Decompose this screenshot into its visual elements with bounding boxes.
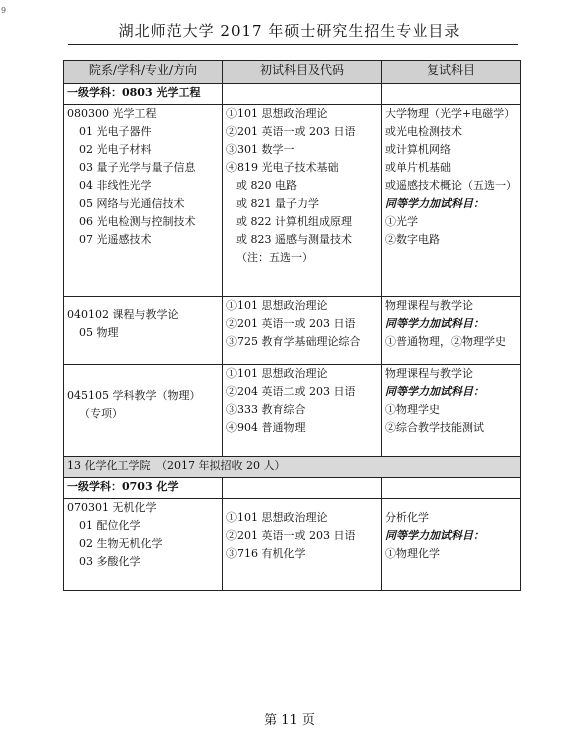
program-catalog-table bbox=[63, 60, 521, 591]
program-note: （专项） bbox=[79, 407, 123, 420]
discipline-label: 一级学科：0703 化学 bbox=[64, 478, 223, 499]
extra-exam-subject: ②综合教学技能测试 bbox=[385, 421, 484, 434]
retest-subject: 或遥感技术概论（五选一） bbox=[385, 179, 517, 192]
retest-subject: 或光电检测技术 bbox=[385, 125, 462, 138]
extra-exam-subject: ①普通物理，②物理学史 bbox=[385, 335, 506, 348]
discipline-row bbox=[64, 478, 521, 499]
direction-item: 07 光遥感技术 bbox=[79, 233, 152, 246]
extra-exam-heading: 同等学力加试科目： bbox=[385, 317, 484, 330]
exam-subject: 或 821 量子力学 bbox=[236, 197, 319, 210]
exam-subjects-cell bbox=[223, 105, 382, 297]
program-code: 040102 课程与教学论 bbox=[67, 308, 179, 321]
page-number: 第 11 页 bbox=[264, 713, 315, 728]
program-cell bbox=[64, 499, 223, 591]
direction-item: 05 物理 bbox=[79, 326, 119, 339]
header-exam-subjects: 初试科目及代码 bbox=[223, 61, 382, 84]
direction-item: 01 配位化学 bbox=[79, 519, 141, 532]
retest-subject: 物理课程与教学论 bbox=[385, 299, 473, 312]
retest-subjects-cell bbox=[382, 105, 521, 297]
program-cell bbox=[64, 365, 223, 457]
exam-subject: ①101 思想政治理论 bbox=[226, 367, 328, 380]
exam-subject: 或 820 电路 bbox=[236, 179, 297, 192]
exam-subject: 或 823 遥感与测量技术 bbox=[236, 233, 352, 246]
exam-note: （注：五选一） bbox=[236, 251, 313, 264]
exam-subject: ③716 有机化学 bbox=[226, 547, 306, 560]
direction-item: 03 量子光学与量子信息 bbox=[79, 161, 196, 174]
exam-subject: ③725 教育学基础理论综合 bbox=[226, 335, 361, 348]
exam-subject: ③301 数学一 bbox=[226, 143, 295, 156]
retest-subjects-cell bbox=[382, 297, 521, 365]
retest-subject: 大学物理（光学+电磁学） bbox=[385, 107, 516, 120]
program-cell bbox=[64, 297, 223, 365]
exam-subject: ④819 光电子技术基础 bbox=[226, 161, 339, 174]
exam-subject: ④904 普通物理 bbox=[226, 421, 306, 434]
school-row bbox=[64, 457, 521, 478]
retest-subjects-cell bbox=[382, 365, 521, 457]
school-label: 13 化学化工学院 （2017 年拟招收 20 人） bbox=[64, 457, 521, 478]
program-cell bbox=[64, 105, 223, 297]
program-code: 070301 无机化学 bbox=[67, 501, 157, 514]
program-code: 080300 光学工程 bbox=[67, 107, 157, 120]
table-row bbox=[64, 105, 521, 297]
discipline-row bbox=[64, 84, 521, 105]
title-rule bbox=[68, 44, 518, 45]
exam-subject: ②201 英语一或 203 日语 bbox=[226, 317, 356, 330]
retest-subject: 物理课程与教学论 bbox=[385, 367, 473, 380]
corner-mark: 9 bbox=[1, 6, 7, 15]
direction-item: 05 网络与光通信技术 bbox=[79, 197, 185, 210]
table-row bbox=[64, 499, 521, 591]
direction-item: 03 多酸化学 bbox=[79, 555, 141, 568]
discipline-label: 一级学科：0803 光学工程 bbox=[64, 84, 223, 105]
header-retest-subjects: 复试科目 bbox=[382, 61, 521, 84]
exam-subject: ②201 英语一或 203 日语 bbox=[226, 529, 356, 542]
exam-subject: 或 822 计算机组成原理 bbox=[236, 215, 352, 228]
exam-subject: ③333 教育综合 bbox=[226, 403, 306, 416]
exam-subject: ②204 英语二或 203 日语 bbox=[226, 385, 356, 398]
table-header-row bbox=[64, 61, 521, 84]
exam-subjects-cell bbox=[223, 499, 382, 591]
program-code: 045105 学科教学（物理） bbox=[67, 389, 201, 402]
exam-subject: ②201 英语一或 203 日语 bbox=[226, 125, 356, 138]
header-program: 院系/学科/专业/方向 bbox=[64, 61, 223, 84]
exam-subjects-cell bbox=[223, 297, 382, 365]
exam-subject: ①101 思想政治理论 bbox=[226, 511, 328, 524]
extra-exam-heading: 同等学力加试科目： bbox=[385, 197, 484, 210]
direction-item: 02 生物无机化学 bbox=[79, 537, 163, 550]
table-row bbox=[64, 365, 521, 457]
extra-exam-heading: 同等学力加试科目： bbox=[385, 385, 484, 398]
extra-exam-subject: ①光学 bbox=[385, 215, 418, 228]
page-title: 湖北师范大学 2017 年硕士研究生招生专业目录 bbox=[118, 22, 461, 40]
exam-subject: ①101 思想政治理论 bbox=[226, 299, 328, 312]
direction-item: 01 光电子器件 bbox=[79, 125, 152, 138]
retest-subjects-cell bbox=[382, 499, 521, 591]
direction-item: 04 非线性光学 bbox=[79, 179, 152, 192]
direction-item: 06 光电检测与控制技术 bbox=[79, 215, 196, 228]
retest-subject: 或单片机基础 bbox=[385, 161, 451, 174]
retest-subject: 分析化学 bbox=[385, 511, 429, 524]
extra-exam-subject: ①物理学史 bbox=[385, 403, 440, 416]
extra-exam-heading: 同等学力加试科目： bbox=[385, 529, 484, 542]
table-row bbox=[64, 297, 521, 365]
extra-exam-subject: ①物理化学 bbox=[385, 547, 440, 560]
extra-exam-subject: ②数字电路 bbox=[385, 233, 440, 246]
exam-subjects-cell bbox=[223, 365, 382, 457]
direction-item: 02 光电子材料 bbox=[79, 143, 152, 156]
retest-subject: 或计算机网络 bbox=[385, 143, 451, 156]
exam-subject: ①101 思想政治理论 bbox=[226, 107, 328, 120]
